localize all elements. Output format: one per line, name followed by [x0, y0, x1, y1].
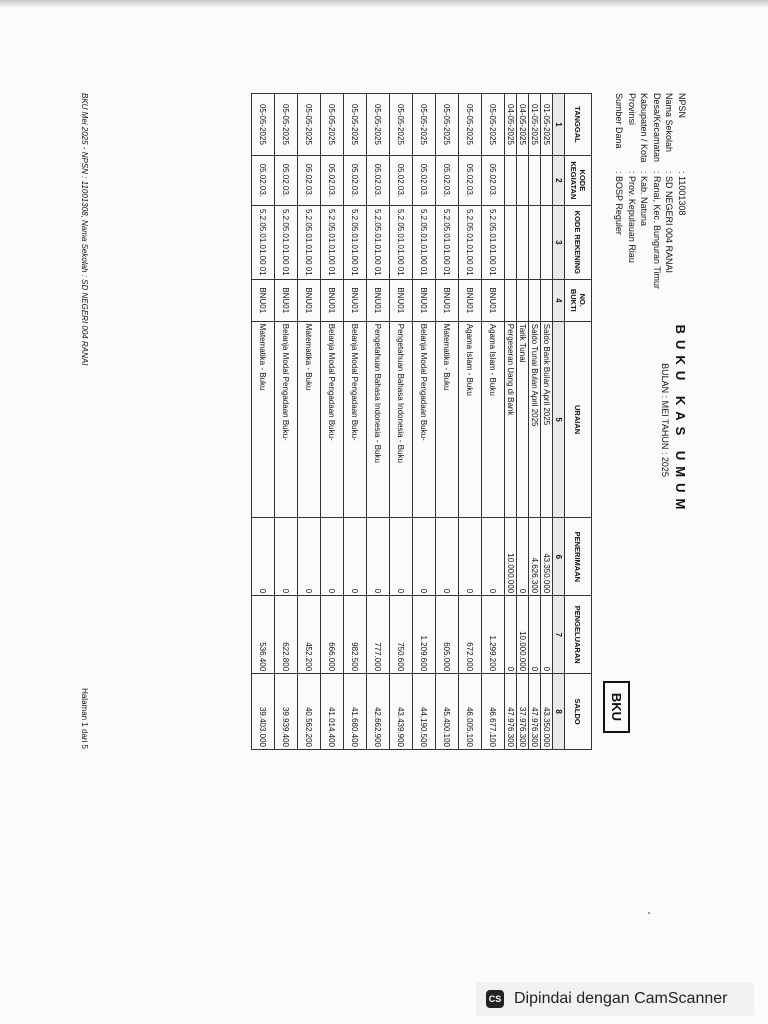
- cell-saldo: 43.350.000: [541, 674, 553, 750]
- cell-penerimaan: 0: [413, 518, 436, 596]
- cell-kode-rekening: 5.2.05.01.01.00 01: [436, 205, 459, 279]
- cell-tanggal: 04-05-2025: [505, 94, 517, 156]
- cell-kode-kegiatan: 05.02.03.: [367, 155, 390, 205]
- table-row: [275, 94, 298, 750]
- cell-saldo: 42.662.900: [367, 674, 390, 750]
- cell-kode-kegiatan: 05.02.03.: [298, 155, 321, 205]
- header-no-bukti: NO. BUKTI: [565, 279, 592, 321]
- meta-key: Sumber Dana: [614, 93, 625, 149]
- cell-penerimaan: 0: [436, 518, 459, 596]
- header-saldo: SALDO: [565, 674, 592, 750]
- cell-saldo: 39.939.400: [275, 674, 298, 750]
- bku-label-box: BKU: [603, 681, 630, 733]
- meta-value: : BOSP Reguler: [614, 171, 625, 235]
- cell-tanggal: 05-05-2025: [298, 94, 321, 156]
- cell-kode-rekening: 5.2.05.01.01.00 01: [275, 205, 298, 279]
- cell-kode-kegiatan: 05.02.03.: [436, 155, 459, 205]
- cell-kode-rekening: 5.2.05.01.01.00 01: [390, 205, 413, 279]
- footer-caption: BKU Mei 2025 - NPSN : 11001308, Nama Sekolah : SD NEGERI 004 RANAI: [80, 93, 89, 366]
- cell-kode-kegiatan: [517, 155, 529, 205]
- table-row: [390, 94, 413, 750]
- meta-key: NPSN: [677, 93, 687, 119]
- cell-kode-rekening: [505, 205, 517, 279]
- cell-penerimaan: 0: [367, 518, 390, 596]
- meta-value: : Kab. Natuna: [639, 171, 650, 227]
- cell-penerimaan: 43.350.000: [541, 518, 553, 596]
- cell-kode-kegiatan: 05.02.03.: [482, 155, 505, 205]
- cell-kode-rekening: 5.2.05.01.01.00 01: [367, 205, 390, 279]
- cell-kode-rekening: 5.2.05.01.01.00 01: [482, 205, 505, 279]
- cell-pengeluaran: 672.000: [459, 596, 482, 674]
- bku-document: [80, 85, 710, 755]
- bku-table-body: [252, 94, 553, 750]
- cell-saldo: 41.680.400: [344, 674, 367, 750]
- document-period: BULAN : MEI TAHUN : 2025: [660, 363, 670, 477]
- cell-kode-kegiatan: 05.02.03.: [459, 155, 482, 205]
- cell-pengeluaran: 1.299.200: [482, 596, 505, 674]
- table-row: [505, 94, 517, 750]
- cell-uraian: Matematika - Buku: [298, 321, 321, 518]
- cell-saldo: 44.190.500: [413, 674, 436, 750]
- cell-uraian: Tarik Tunai: [517, 321, 529, 518]
- cell-no-bukti: BNU01: [321, 279, 344, 321]
- cell-saldo: 40.562.200: [298, 674, 321, 750]
- cell-tanggal: 04-05-2025: [517, 94, 529, 156]
- table-row: [436, 94, 459, 750]
- table-row: [517, 94, 529, 750]
- cell-kode-kegiatan: 05.02.03.: [344, 155, 367, 205]
- cell-pengeluaran: 605.000: [436, 596, 459, 674]
- column-number: 5: [553, 321, 565, 518]
- cell-saldo: 47.976.300: [505, 674, 517, 750]
- meta-row: [638, 93, 651, 289]
- table-header-row: [565, 94, 592, 750]
- meta-key: Provinsi: [627, 93, 637, 126]
- cell-saldo: 47.976.300: [529, 674, 541, 750]
- cell-pengeluaran: 10.000.000: [517, 596, 529, 674]
- cell-saldo: 41.014.400: [321, 674, 344, 750]
- cell-kode-rekening: 5.2.05.01.01.00 01: [252, 205, 275, 279]
- cell-penerimaan: 0: [275, 518, 298, 596]
- table-row: [413, 94, 436, 750]
- cell-uraian: Matematika - Buku: [436, 321, 459, 518]
- cell-penerimaan: 0: [459, 518, 482, 596]
- meta-key: Desa/Kecamatan: [652, 93, 662, 163]
- cell-saldo: 39.403.000: [252, 674, 275, 750]
- cell-penerimaan: 0: [298, 518, 321, 596]
- cell-tanggal: 01-05-2025: [541, 94, 553, 156]
- document-title: BUKU KAS UMUM: [673, 324, 688, 516]
- camscanner-watermark: [476, 982, 754, 1016]
- column-number: 8: [553, 674, 565, 750]
- table-row: [367, 94, 390, 750]
- cell-kode-rekening: [529, 205, 541, 279]
- cell-tanggal: 01-05-2025: [529, 94, 541, 156]
- cell-no-bukti: [541, 279, 553, 321]
- cell-pengeluaran: 622.800: [275, 596, 298, 674]
- meta-row: [626, 93, 639, 289]
- header-penerimaan: PENERIMAAN: [565, 518, 592, 596]
- meta-value: : SD NEGERI 004 RANAI: [664, 171, 675, 274]
- camscanner-icon: CS: [486, 990, 504, 1008]
- table-row: [529, 94, 541, 750]
- cell-saldo: 45.400.100: [436, 674, 459, 750]
- cell-tanggal: 05-05-2025: [367, 94, 390, 156]
- meta-value: : Ranai, Kec. Bunguran Timur: [652, 171, 662, 290]
- cell-kode-kegiatan: 05.02.03.: [275, 155, 298, 205]
- cell-uraian: Pergeseran Uang di Bank: [505, 321, 517, 518]
- table-row: [541, 94, 553, 750]
- meta-value: : Prov. Kepulauan Riau: [627, 171, 637, 263]
- column-number: 2: [553, 155, 565, 205]
- table-row: [344, 94, 367, 750]
- column-number-row: [553, 94, 565, 750]
- table-row: [321, 94, 344, 750]
- cell-uraian: Pengetahuan Bahasa Indonesia - Buku: [390, 321, 413, 518]
- cell-tanggal: 05-05-2025: [275, 94, 298, 156]
- cell-pengeluaran: 536.400: [252, 596, 275, 674]
- header-kode-rekening: KODE REKENING: [565, 205, 592, 279]
- cell-uraian: Belanja Modal Pengadaan Buku-: [275, 321, 298, 518]
- cell-no-bukti: BNU01: [459, 279, 482, 321]
- cell-pengeluaran: 982.500: [344, 596, 367, 674]
- cell-kode-kegiatan: [505, 155, 517, 205]
- cell-kode-kegiatan: [541, 155, 553, 205]
- cell-uraian: Saldo Bank Bulan April 2025: [541, 321, 553, 518]
- cell-uraian: Belanja Modal Pengadaan Buku-: [321, 321, 344, 518]
- cell-pengeluaran: 452.200: [298, 596, 321, 674]
- cell-no-bukti: [517, 279, 529, 321]
- cell-penerimaan: 0: [252, 518, 275, 596]
- cell-kode-rekening: 5.2.05.01.01.00 01: [344, 205, 367, 279]
- cell-no-bukti: BNU01: [482, 279, 505, 321]
- cell-no-bukti: [529, 279, 541, 321]
- cell-no-bukti: BNU01: [252, 279, 275, 321]
- cell-pengeluaran: 1.209.600: [413, 596, 436, 674]
- cell-tanggal: 05-05-2025: [482, 94, 505, 156]
- cell-kode-kegiatan: 05.02.03.: [252, 155, 275, 205]
- cell-pengeluaran: 0: [505, 596, 517, 674]
- scan-edge-shadow: [0, 0, 768, 8]
- cell-pengeluaran: 750.600: [390, 596, 413, 674]
- page-number: Halaman 1 dari 5: [80, 688, 89, 749]
- cell-tanggal: 05-05-2025: [413, 94, 436, 156]
- cell-no-bukti: BNU01: [275, 279, 298, 321]
- header-tanggal: TANGGAL: [565, 94, 592, 156]
- header-kode-kegiatan: KODE KEGIATAN: [565, 155, 592, 205]
- cell-tanggal: 05-05-2025: [390, 94, 413, 156]
- cell-no-bukti: [505, 279, 517, 321]
- cell-penerimaan: 0: [344, 518, 367, 596]
- column-number: 3: [553, 205, 565, 279]
- header-uraian: URAIAN: [565, 321, 592, 518]
- cell-kode-rekening: [541, 205, 553, 279]
- cell-uraian: Belanja Modal Pengadaan Buku-: [413, 321, 436, 518]
- cell-penerimaan: 0: [517, 518, 529, 596]
- cell-kode-kegiatan: [529, 155, 541, 205]
- scan-speck: [648, 912, 650, 914]
- cell-saldo: 43.439.900: [390, 674, 413, 750]
- cell-saldo: 46.005.100: [459, 674, 482, 750]
- cell-kode-kegiatan: 05.02.03.: [390, 155, 413, 205]
- cell-penerimaan: 0: [482, 518, 505, 596]
- cell-penerimaan: 0: [390, 518, 413, 596]
- column-number: 7: [553, 596, 565, 674]
- cell-pengeluaran: 777.000: [367, 596, 390, 674]
- cell-tanggal: 05-05-2025: [321, 94, 344, 156]
- cell-kode-rekening: 5.2.05.01.01.00 01: [321, 205, 344, 279]
- table-row: [459, 94, 482, 750]
- cell-tanggal: 05-05-2025: [459, 94, 482, 156]
- cell-no-bukti: BNU01: [413, 279, 436, 321]
- cell-no-bukti: BNU01: [436, 279, 459, 321]
- meta-key: Kabupaten / Kota: [639, 93, 650, 163]
- cell-penerimaan: 0: [321, 518, 344, 596]
- cell-uraian: Pengetahuan Bahasa Indonesia - Buku: [367, 321, 390, 518]
- cell-penerimaan: 4.626.300: [529, 518, 541, 596]
- table-row: [482, 94, 505, 750]
- header-pengeluaran: PENGELUARAN: [565, 596, 592, 674]
- cell-no-bukti: BNU01: [367, 279, 390, 321]
- cell-uraian: Saldo Tunai Bulan April 2025: [529, 321, 541, 518]
- cell-tanggal: 05-05-2025: [344, 94, 367, 156]
- cell-pengeluaran: 666.000: [321, 596, 344, 674]
- cell-kode-rekening: 5.2.05.01.01.00 01: [413, 205, 436, 279]
- cell-uraian: Agama Islam - Buku: [459, 321, 482, 518]
- cell-tanggal: 05-05-2025: [252, 94, 275, 156]
- column-number: 1: [553, 94, 565, 156]
- cell-no-bukti: BNU01: [298, 279, 321, 321]
- camscanner-text: Dipindai dengan CamScanner: [514, 990, 728, 1007]
- cell-kode-kegiatan: 05.02.03.: [413, 155, 436, 205]
- cell-saldo: 46.677.100: [482, 674, 505, 750]
- cell-uraian: Agama Islam - Buku: [482, 321, 505, 518]
- cell-penerimaan: 10.000.000: [505, 518, 517, 596]
- table-row: [298, 94, 321, 750]
- meta-value: : 11001308: [677, 171, 687, 216]
- cell-no-bukti: BNU01: [344, 279, 367, 321]
- meta-key: Nama Sekolah: [664, 93, 675, 153]
- cell-uraian: Belanja Modal Pengadaan Buku-: [344, 321, 367, 518]
- cell-uraian: Matematika - Buku: [252, 321, 275, 518]
- cell-saldo: 37.976.300: [517, 674, 529, 750]
- cell-no-bukti: BNU01: [390, 279, 413, 321]
- cell-kode-rekening: [517, 205, 529, 279]
- column-number: 4: [553, 279, 565, 321]
- meta-row: [613, 93, 626, 289]
- column-number: 6: [553, 518, 565, 596]
- cell-kode-rekening: 5.2.05.01.01.00 01: [298, 205, 321, 279]
- cell-kode-rekening: 5.2.05.01.01.00 01: [459, 205, 482, 279]
- cell-kode-kegiatan: 05.02.03.: [321, 155, 344, 205]
- cell-tanggal: 05-05-2025: [436, 94, 459, 156]
- cell-pengeluaran: 0: [541, 596, 553, 674]
- bku-table: [251, 93, 592, 750]
- table-row: [252, 94, 275, 750]
- cell-pengeluaran: 0: [529, 596, 541, 674]
